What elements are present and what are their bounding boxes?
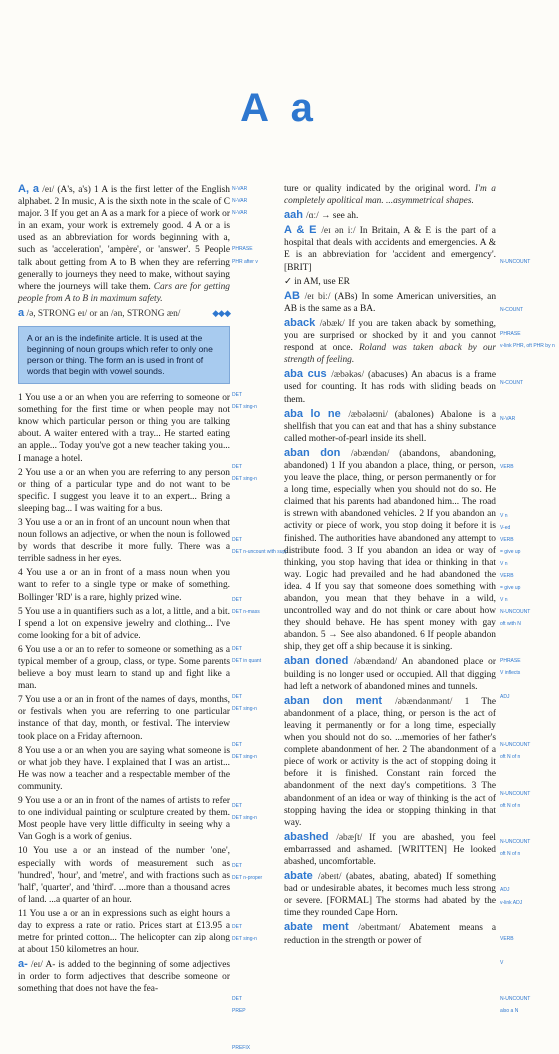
grammar-label: PHRASE (232, 246, 253, 253)
grammar-label (232, 485, 278, 497)
grammar-label (232, 897, 278, 909)
grammar-label (232, 836, 278, 848)
frequency-diamonds-icon: ◆◆◆ (212, 307, 230, 318)
grammar-label: N-COUNT (500, 306, 524, 313)
definition: (abates, abating, abated) If something bad or undesirable abates, it becomes much less strong or severe. [FORMAL] The storms had abated by the time they rounded Cape Horn. (284, 872, 496, 919)
headword: A, a (18, 183, 40, 195)
grammar-label (232, 510, 278, 522)
grammar-label (232, 1017, 278, 1029)
grammar-label (232, 437, 278, 449)
grammar-label: PHR after v (232, 258, 258, 265)
grammar-label (232, 316, 278, 328)
grammar-label (232, 413, 278, 425)
sense-list (18, 392, 230, 956)
headword: AB (284, 289, 305, 302)
sense-item: 6 You use a or an to refer to someone or something as a typical member of a group, class, or type. Some parents believe a boy must learn to stand up and fight like a man. (18, 644, 230, 692)
grammar-label (500, 945, 556, 957)
dictionary-entry (284, 224, 496, 273)
grammar-label: DET (232, 645, 242, 652)
grammar-label (500, 860, 556, 872)
pronunciation: /eɪ biː/ (304, 291, 335, 302)
pronunciation: /əbæʃt/ (336, 832, 370, 843)
grammar-label: VERB (500, 536, 514, 543)
grammar-label: V inflects (500, 669, 521, 676)
left-column (18, 183, 230, 998)
headword: abate (284, 870, 319, 883)
grammar-label (500, 352, 556, 364)
grammar-label (500, 727, 556, 739)
grammar-label (232, 715, 278, 727)
grammar-label: V (500, 960, 504, 966)
grammar-label: VERB (500, 573, 514, 579)
grammar-label (500, 824, 556, 836)
grammar-label: DET sing-n (232, 403, 257, 410)
grammar-label (232, 969, 278, 981)
dictionary-entry (284, 447, 496, 654)
dictionary-entry (284, 870, 496, 919)
grammar-label (500, 364, 556, 376)
grammar-label (232, 219, 278, 231)
definition: A- is added to the beginning of some adjectives in order to form adjectives that describe someone or something that does not have the fea- (18, 960, 231, 995)
grammar-label (500, 316, 556, 328)
page-heading: A a (240, 86, 319, 130)
grammar-label: oft N of n (500, 802, 521, 809)
grammar-label (232, 364, 278, 376)
grammar-label: DET (232, 391, 242, 398)
grammar-label: N-VAR (232, 198, 248, 205)
grammar-label (500, 292, 556, 304)
grammar-label: oft N of n (500, 754, 521, 761)
grammar-label: DET (232, 693, 242, 700)
grammar-label: ADJ (500, 693, 510, 700)
sense-item: 10 You use a or an instead of the number 'one', especially with words of measurement such as 'hundred', 'hour', and 'metre', and with fractions such as 'half', 'quarter', and 'third'. ...more than a thousand acres of land. ...a quarter of an hour. (18, 846, 230, 905)
dictionary-entry (284, 655, 496, 692)
grammar-label (232, 679, 278, 691)
definition: ✓ in AM, use ER (284, 276, 350, 287)
entry-a-prefix (18, 958, 230, 995)
grammar-label (232, 630, 278, 642)
dictionary-entry (284, 317, 496, 366)
grammar-label: N-VAR (232, 210, 248, 217)
sense-item: 7 You use a or an in front of the names of days, months, or festivals when you are referring to one particular instance of that day, month, or festival. The interview took place on a Friday afternoon. (18, 695, 230, 742)
grammar-label (500, 195, 556, 207)
grammar-label: DET (232, 536, 242, 543)
headword: abate ment (284, 921, 359, 934)
grammar-label: VERB (500, 464, 514, 471)
pronunciation: /eɪ ən iː/ (321, 226, 360, 237)
left-grammar-margin (232, 183, 289, 1054)
example: I'm a completely apolitical man. ...asymmetrical shapes. (284, 184, 496, 207)
headword: aba lo ne (284, 407, 349, 420)
grammar-label: DET (232, 996, 242, 1003)
pronunciation: /eɪ/ (30, 960, 43, 971)
grammar-label (500, 425, 556, 437)
grammar-label (232, 667, 278, 679)
pronunciation: /əbændənd/ (353, 657, 402, 668)
grammar-label (500, 764, 556, 776)
grammar-label: PHRASE (500, 657, 521, 664)
grammar-label: PREFIX (232, 1044, 251, 1051)
pronunciation: /əbændənmənt/ (395, 696, 465, 707)
grammar-label (500, 715, 556, 727)
sense-item: 2 You use a or an when you are referring to any person or thing of a particular type and do not want to be specific. I suggest you leave it to an expert... Bring a sleeping bag... I was waiting for a bus. (18, 467, 230, 514)
grammar-label: V n (500, 560, 508, 567)
headword: aban doned (284, 655, 354, 668)
pronunciation: /əbeɪt/ (318, 872, 347, 883)
headword: A & E (284, 224, 322, 237)
grammar-label (500, 473, 556, 485)
grammar-label (500, 437, 556, 449)
grammar-label (500, 497, 556, 509)
definition: (abandons, abandoning, abandoned) 1 If you abandon a place, thing, or person, you leave the place, thing, or person permanently or for a long time, especially when you should not do so. He claimed that his parents had abandoned him... The road is strewn with abandoned vehicles. 2 If you abandon an activity or piece of work, you stop doing it before it is finished. The authorities have abandoned any attempt to distribute food. 3 If you abandon an idea or way of thinking, you stop having that idea or thinking in that way. Logic had prevailed and he had abandoned the idea. 4 If you say that someone does something with abandon, you mean that they behave in a wild, uncontrolled way and do not think or care about how they should behave. He has spent money with gay abandon. 5 → See also abandoned. 6 If people abandon ship, they get off a ship because it is sinking. (284, 448, 496, 653)
grammar-label (232, 824, 278, 836)
pronunciation: /əbeɪtmənt/ (358, 923, 409, 934)
example: Cars are for getting people from A to B in maximum safety. (18, 281, 230, 304)
grammar-label (232, 909, 278, 921)
grammar-label: DET sing-n (232, 814, 257, 821)
grammar-label: N-UNCOUNT (500, 790, 531, 797)
grammar-label (500, 207, 556, 219)
grammar-label: DET n-uncount with supp (232, 548, 289, 555)
sense-item: 3 You use a or an in front of an uncount noun when that noun follows an adjective, or when the noun is followed by words that describe it more fully. There was a terrible sadness in her eyes. (18, 517, 230, 565)
definition: (abalones) Abalone is a shellfish that you can eat and that has a shiny substance called mother-of-pearl inside its shell. (284, 409, 496, 444)
definition: An abandoned place or building is no longer used or occupied. All that digging had left a network of abandoned mines and tunnels. (284, 657, 496, 692)
definition: If you are taken aback by something, you are surprised or shocked by it and you cannot respond at once. (284, 318, 496, 354)
entry-a-article (18, 307, 230, 320)
grammar-label (232, 582, 278, 594)
grammar-label: DET sing-n (232, 754, 257, 761)
pronunciation: /əbændən/ (350, 448, 400, 459)
grammar-label (232, 231, 278, 243)
grammar-label (500, 872, 556, 884)
definition: → see ah. (321, 211, 359, 222)
grammar-label (232, 425, 278, 437)
grammar-label: V n (500, 597, 508, 604)
headword: aban don (284, 446, 351, 459)
grammar-label: DET sing-n (232, 476, 257, 483)
grammar-label: DET in quant (232, 657, 262, 664)
definition: (ABs) In some American universities, an AB is the same as a BA. (284, 291, 497, 314)
grammar-label: oft N of n (500, 851, 521, 858)
example: Roland was taken aback by our strength of feeling. (284, 343, 496, 366)
sense-item: 5 You use a in quantifiers such as a lot, a little, and a bit. I spend a lot on expensive jewelry and clothing... I've come looking for a bit of advice. (18, 606, 230, 641)
grammar-label (232, 957, 278, 969)
grammar-label: = give up (500, 585, 521, 592)
headword: aban don ment (284, 694, 396, 707)
grammar-label (232, 788, 278, 800)
right-column (284, 183, 496, 949)
grammar-label (500, 231, 556, 243)
grammar-label (232, 558, 278, 570)
pronunciation: /æbələʊni/ (348, 409, 395, 420)
grammar-label (500, 679, 556, 691)
grammar-label (500, 219, 556, 231)
grammar-label: N-UNCOUNT (500, 996, 531, 1003)
grammar-label (500, 268, 556, 280)
grammar-label: also a N (500, 1008, 519, 1015)
grammar-label (500, 812, 556, 824)
definition: (abacuses) An abacus is a frame used for counting. It has rods with sliding beads on them. (284, 370, 497, 405)
definition: Abatement means a reduction in the strength or power of (284, 923, 497, 946)
grammar-label: N-UNCOUNT (500, 609, 531, 616)
grammar-label: DET (232, 742, 242, 749)
grammar-label: v-link PHR, oft PHR by n (500, 343, 555, 350)
dictionary-entry (284, 183, 496, 207)
dictionary-entry (284, 921, 496, 946)
grammar-label: DET sing-n (232, 706, 257, 713)
grammar-label (232, 570, 278, 582)
grammar-label: PREP (232, 1008, 246, 1015)
grammar-label (500, 401, 556, 413)
grammar-label: = give up (500, 548, 521, 555)
grammar-label: ADJ (500, 887, 510, 894)
grammar-label (232, 727, 278, 739)
grammar-label (500, 280, 556, 292)
grammar-label (500, 485, 556, 497)
grammar-label (500, 776, 556, 788)
grammar-label (232, 981, 278, 993)
headword: a (18, 306, 25, 319)
headword: aback (284, 316, 320, 329)
pronunciation: /ɑː/ (306, 211, 322, 222)
grammar-label (500, 981, 556, 993)
grammar-label: DET (232, 863, 242, 870)
grammar-label (232, 1030, 278, 1042)
grammar-label (232, 377, 278, 389)
grammar-label: V-ed (500, 524, 511, 531)
definition: If you are abashed, you feel embarrassed and ashamed. [WRITTEN] He looked abashed, uncomfortable. (284, 832, 497, 867)
pronunciation: /əbæk/ (319, 318, 349, 329)
pronunciation: /ə, STRONG eɪ/ or an /ən, STRONG æn/ (26, 308, 181, 319)
grammar-label (232, 449, 278, 461)
grammar-label: V n (500, 512, 508, 519)
grammar-label (500, 643, 556, 655)
note-box: A or an is the indefinite article. It is used at the beginning of noun groups which refer to only one person or thing. The form an is used in front of words that begin with vowel sounds. (18, 326, 230, 384)
grammar-label: PHRASE (500, 331, 521, 338)
grammar-label (500, 389, 556, 401)
sense-item: 8 You use a or an when you are saying what someone is or what job they have. I explained that I was an artist... He was now a teacher and a respectable member of the community. (18, 745, 230, 792)
grammar-label: DET sing-n (232, 935, 257, 942)
sense-item: 1 You use a or an when you are referring to someone or something for the first time or when people may not know which particular person or thing you are talking about. A waiter entered with a tray... He started eating an apple... Today you've got a new teacher taking you... I manage a hotel. (18, 393, 230, 464)
grammar-label (232, 304, 278, 316)
grammar-label: v-link ADJ (500, 899, 523, 906)
grammar-label: VERB (500, 935, 514, 942)
grammar-label (232, 268, 278, 280)
dictionary-entry (284, 368, 496, 405)
headword: abashed (284, 830, 337, 843)
headword: a- (18, 958, 28, 971)
dictionary-entry (284, 695, 496, 829)
definition: (A's, a's) 1 A is the first letter of the English alphabet. 2 In music, A is the sixth note in the scale of C major. 3 If you get an A as a mark for a piece of work or in an exam, your work is extremely good. 4 A or a is used as an abbreviation for words beginning with a, such as 'acceleration', 'ampère', or 'answer'. 5 People talk about getting from A to B when they are referring generally to journeys they need to make, without saying where the journeys will take them. (18, 185, 230, 292)
grammar-label (500, 183, 556, 195)
dictionary-entry (284, 290, 496, 315)
pronunciation: /æbəkəs/ (331, 370, 368, 381)
grammar-label (232, 884, 278, 896)
grammar-label (232, 618, 278, 630)
grammar-label (232, 848, 278, 860)
grammar-label: N-VAR (232, 186, 248, 192)
grammar-label (232, 340, 278, 352)
grammar-label: DET (232, 923, 242, 930)
grammar-label (500, 243, 556, 255)
sense-item: 4 You use a or an in front of a mass noun when you want to refer to a single type or make of something. Bollinger 'RD' is a rare, highly prized wine. (18, 568, 230, 603)
grammar-label (500, 921, 556, 933)
grammar-label: oft with N (500, 621, 521, 628)
dictionary-entry (284, 408, 496, 445)
grammar-label (232, 945, 278, 957)
dictionary-entry (284, 209, 496, 222)
grammar-label: N-COUNT (500, 379, 524, 386)
grammar-label (500, 630, 556, 642)
sense-item: 11 You use a or an in expressions such as eight hours a day to express a rate or ratio. Prices start at £13.95 a metre for printed cotton... The helicopter can zip along at about 150 kilometres an hour. (18, 908, 230, 956)
definition: In Britain, A & E is the part of a hospital that deals with accidents and emergencies. A & E is an abbreviation for 'accident and emergency'. [BRIT] (284, 226, 496, 273)
definition: 1 The abandonment of a place, thing, or person is the act of leaving it permanently or for a long time, especially when you should not do so. ...memories of her father's complete abandonment of her. 2 The abandonment of a piece of work or activity is the act of stopping doing it before it is finished. Constant rain forced the abandonment of the next day's competitions. 3 The abandonment of an idea or way of thinking is the act of stopping having the idea or stopping thinking in that way. (284, 696, 497, 828)
dictionary-entry (284, 831, 496, 868)
pronunciation: /eɪ/ (42, 185, 55, 195)
grammar-label: DET (232, 597, 242, 604)
right-grammar-margin (500, 183, 556, 1017)
grammar-label (232, 776, 278, 788)
grammar-label (232, 280, 278, 292)
grammar-label (500, 703, 556, 715)
grammar-label (500, 909, 556, 921)
grammar-label: N-UNCOUNT (500, 258, 531, 265)
grammar-label (232, 328, 278, 340)
entry-A (18, 183, 230, 305)
sense-item: 9 You use a or an in front of the names of artists to refer to one individual painting or sculpture created by them. Most people have very little difficulty in seeing why a Van Gogh is a work of genius. (18, 796, 230, 843)
grammar-label (232, 352, 278, 364)
definition: ture or quality indicated by the original word. (284, 184, 475, 194)
grammar-label (500, 969, 556, 981)
grammar-label: N-UNCOUNT (500, 839, 531, 846)
grammar-label (232, 497, 278, 509)
grammar-label: N-UNCOUNT (500, 742, 531, 749)
grammar-label (232, 522, 278, 534)
grammar-label (232, 764, 278, 776)
grammar-label: DET n-proper (232, 875, 263, 882)
headword: aba cus (284, 368, 332, 381)
grammar-label (500, 449, 556, 461)
grammar-label: DET n-mass (232, 609, 260, 616)
dictionary-entry (284, 276, 496, 288)
grammar-label (232, 292, 278, 304)
grammar-label: N-VAR (500, 415, 516, 422)
headword: aah (284, 209, 307, 222)
grammar-label: DET (232, 464, 242, 471)
grammar-label: DET (232, 802, 242, 809)
